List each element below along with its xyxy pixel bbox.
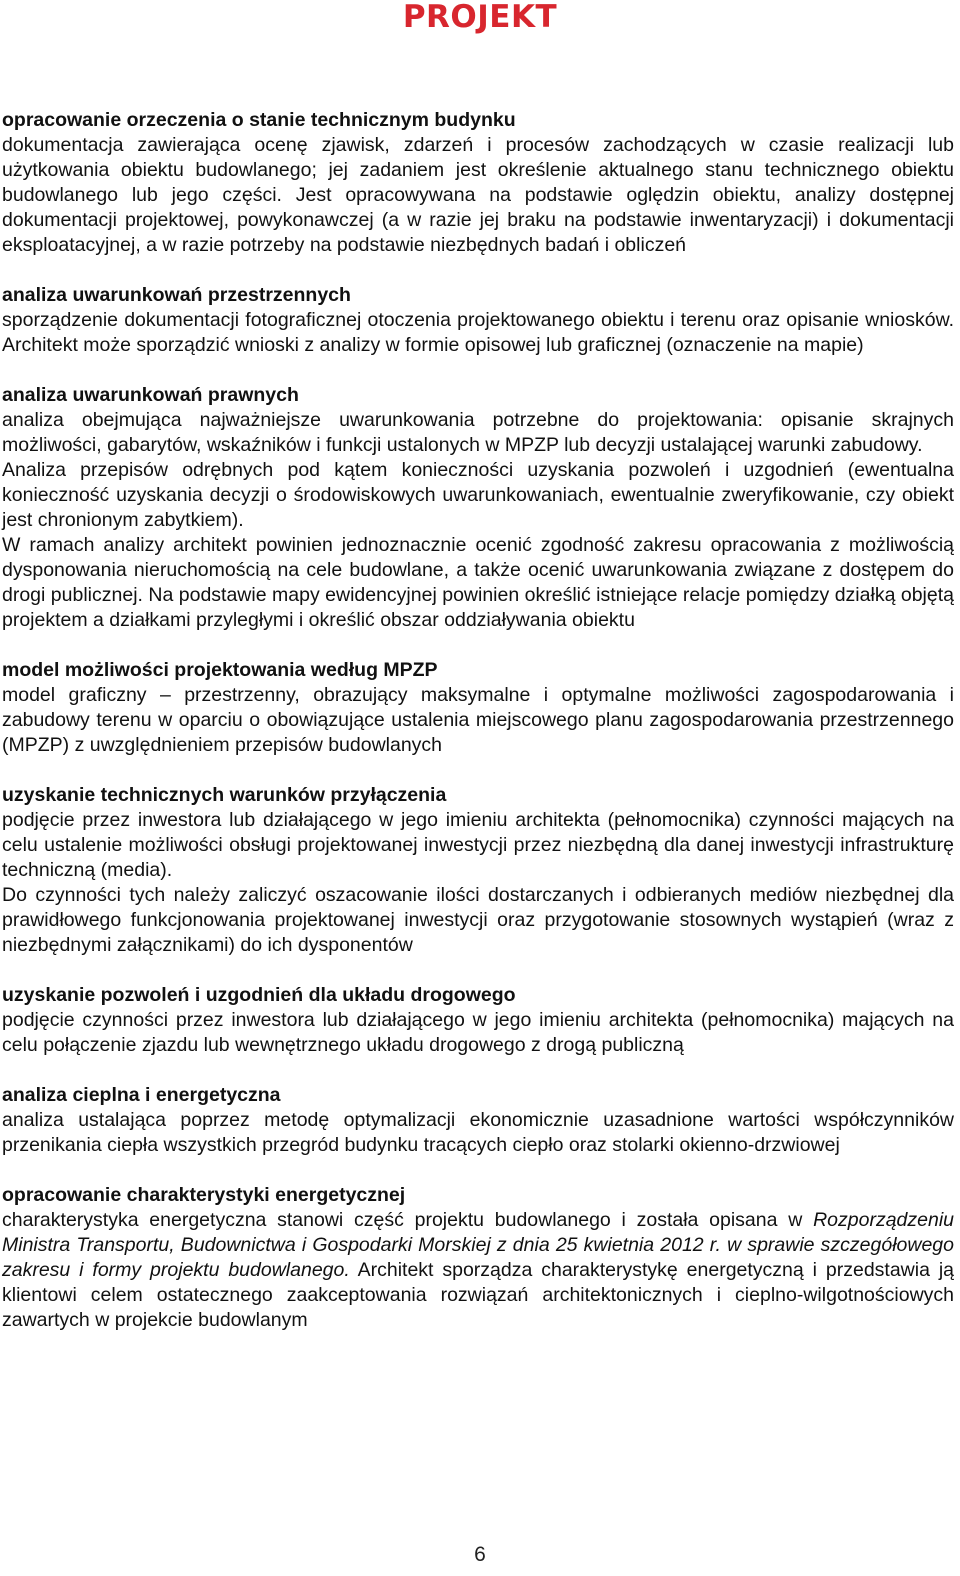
section-mpzp-model [2, 658, 954, 758]
section-paragraph: analiza ustalająca poprzez metodę optymalizacji ekonomicznie uzasadnione wartości współczynników przenikania ciepła wszystkich przegród budynku tracących ciepło oraz stolarki okienno-drzwiowej [2, 1109, 954, 1156]
section-title: opracowanie orzeczenia o stanie technicznym budynku [2, 109, 516, 131]
section-legal-analysis [2, 383, 954, 633]
section-paragraph: Do czynności tych należy zaliczyć oszacowanie ilości dostarczanych i odbieranych mediów niezbędnej dla prawidłowego funkcjonowania projektowanej inwestycji oraz przygotowanie stosownych wystąpień (wraz z niezbędnymi załącznikami) do ich dysponentów [2, 884, 954, 956]
section-title: analiza cieplna i energetyczna [2, 1084, 281, 1106]
section-title: uzyskanie technicznych warunków przyłączenia [2, 784, 447, 806]
regulation-citation: Rozporządzeniu Ministra Transportu, Budownictwa i Gospodarki Morskiej z dnia 25 kwietnia 2012 r. w sprawie szczegółowego zakresu i formy projektu budowlanego. [2, 1209, 954, 1281]
section-paragraph: Analiza przepisów odrębnych pod kątem konieczności uzyskania pozwoleń i uzgodnień (ewentualna konieczność uzyskania decyzji o środowiskowych uwarunkowaniach, ewentualnie zweryfikowanie, czy obiekt jest chronionym zabytkiem). [2, 459, 954, 531]
section-paragraph: podjęcie czynności przez inwestora lub działającego w jego imieniu architekta (pełnomocnika) mających na celu połączenie zjazdu lub wewnętrznego układu drogowego z drogą publiczną [2, 1009, 954, 1056]
section-title: model możliwości projektowania według MPZP [2, 659, 438, 681]
document-body [2, 108, 954, 1358]
section-spatial-analysis [2, 283, 954, 358]
section-title: analiza uwarunkowań prawnych [2, 384, 299, 406]
section-connection-conditions [2, 783, 954, 958]
section-title: opracowanie charakterystyki energetycznej [2, 1184, 406, 1206]
section-paragraph: dokumentacja zawierająca ocenę zjawisk, zdarzeń i procesów zachodzących w czasie realizacji lub użytkowania obiektu budowlanego; jej zadaniem jest określenie aktualnego stanu technicznego obiektu budowlanego lub jego części. Jest opracowywana na podstawie oględzin obiektu, analizy dostępnej dokumentacji projektowej, powykonawczej (a w razie jej braku na podstawie inwentaryzacji) i dokumentacji eksploatacyjnej, a w razie potrzeby na podstawie niezbędnych badań i obliczeń [2, 134, 954, 256]
section-energy-characteristics [2, 1183, 954, 1333]
section-paragraph: model graficzny – przestrzenny, obrazujący maksymalne i optymalne możliwości zagospodarowania i zabudowy terenu w oparciu o obowiązujące ustalenia miejscowego planu zagospodarowania przestrzennego (MPZP) z uwzględnieniem przepisów budowlanych [2, 684, 954, 756]
section-paragraph: W ramach analizy architekt powinien jednoznacznie ocenić zgodność zakresu opracowania z możliwością dysponowania nieruchomością na cele budowlane, a także ocenić uwarunkowania związane z dostępem do drogi publicznej. Na podstawie mapy ewidencyjnej powinien określić istniejące relacje pomiędzy działką objętą projektem a działkami przyległymi i określić obszar oddziaływania obiektu [2, 534, 954, 631]
section-technical-assessment [2, 108, 954, 258]
paragraph-text: charakterystyka energetyczna stanowi część projektu budowlanego i została opisana w [2, 1209, 814, 1231]
document-header-title: PROJEKT [402, 0, 558, 35]
section-paragraph: sporządzenie dokumentacji fotograficznej otoczenia projektowanego obiektu i terenu oraz opisanie wniosków. Architekt może sporządzić wnioski z analizy w formie opisowej lub graficznej (oznaczenie na mapie) [2, 309, 954, 356]
section-thermal-analysis [2, 1083, 954, 1158]
section-title: uzyskanie pozwoleń i uzgodnień dla układu drogowego [2, 984, 516, 1006]
page-number: 6 [474, 1543, 486, 1566]
paragraph-text: Architekt sporządza charakterystykę energetyczną i przedstawia ją klientowi celem ostatecznego zaakceptowania rozwiązań architektonicznych i cieplno-wilgotnościowych zawartych w projekcie budowlanym [2, 1259, 955, 1331]
section-paragraph [2, 1208, 954, 1333]
section-road-permits [2, 983, 954, 1058]
section-paragraph: analiza obejmująca najważniejsze uwarunkowania potrzebne do projektowania: opisanie skrajnych możliwości, gabarytów, wskaźników i funkcji ustalonych w MPZP lub decyzji ustalającej warunki zabudowy. [2, 409, 954, 456]
section-paragraph: podjęcie przez inwestora lub działającego w jego imieniu architekta (pełnomocnika) czynności mających na celu ustalenie możliwości obsługi projektowanej inwestycji przez niezbędną dla danej inwestycji infrastrukturę techniczną (media). [2, 809, 954, 881]
section-title: analiza uwarunkowań przestrzennych [2, 284, 351, 306]
